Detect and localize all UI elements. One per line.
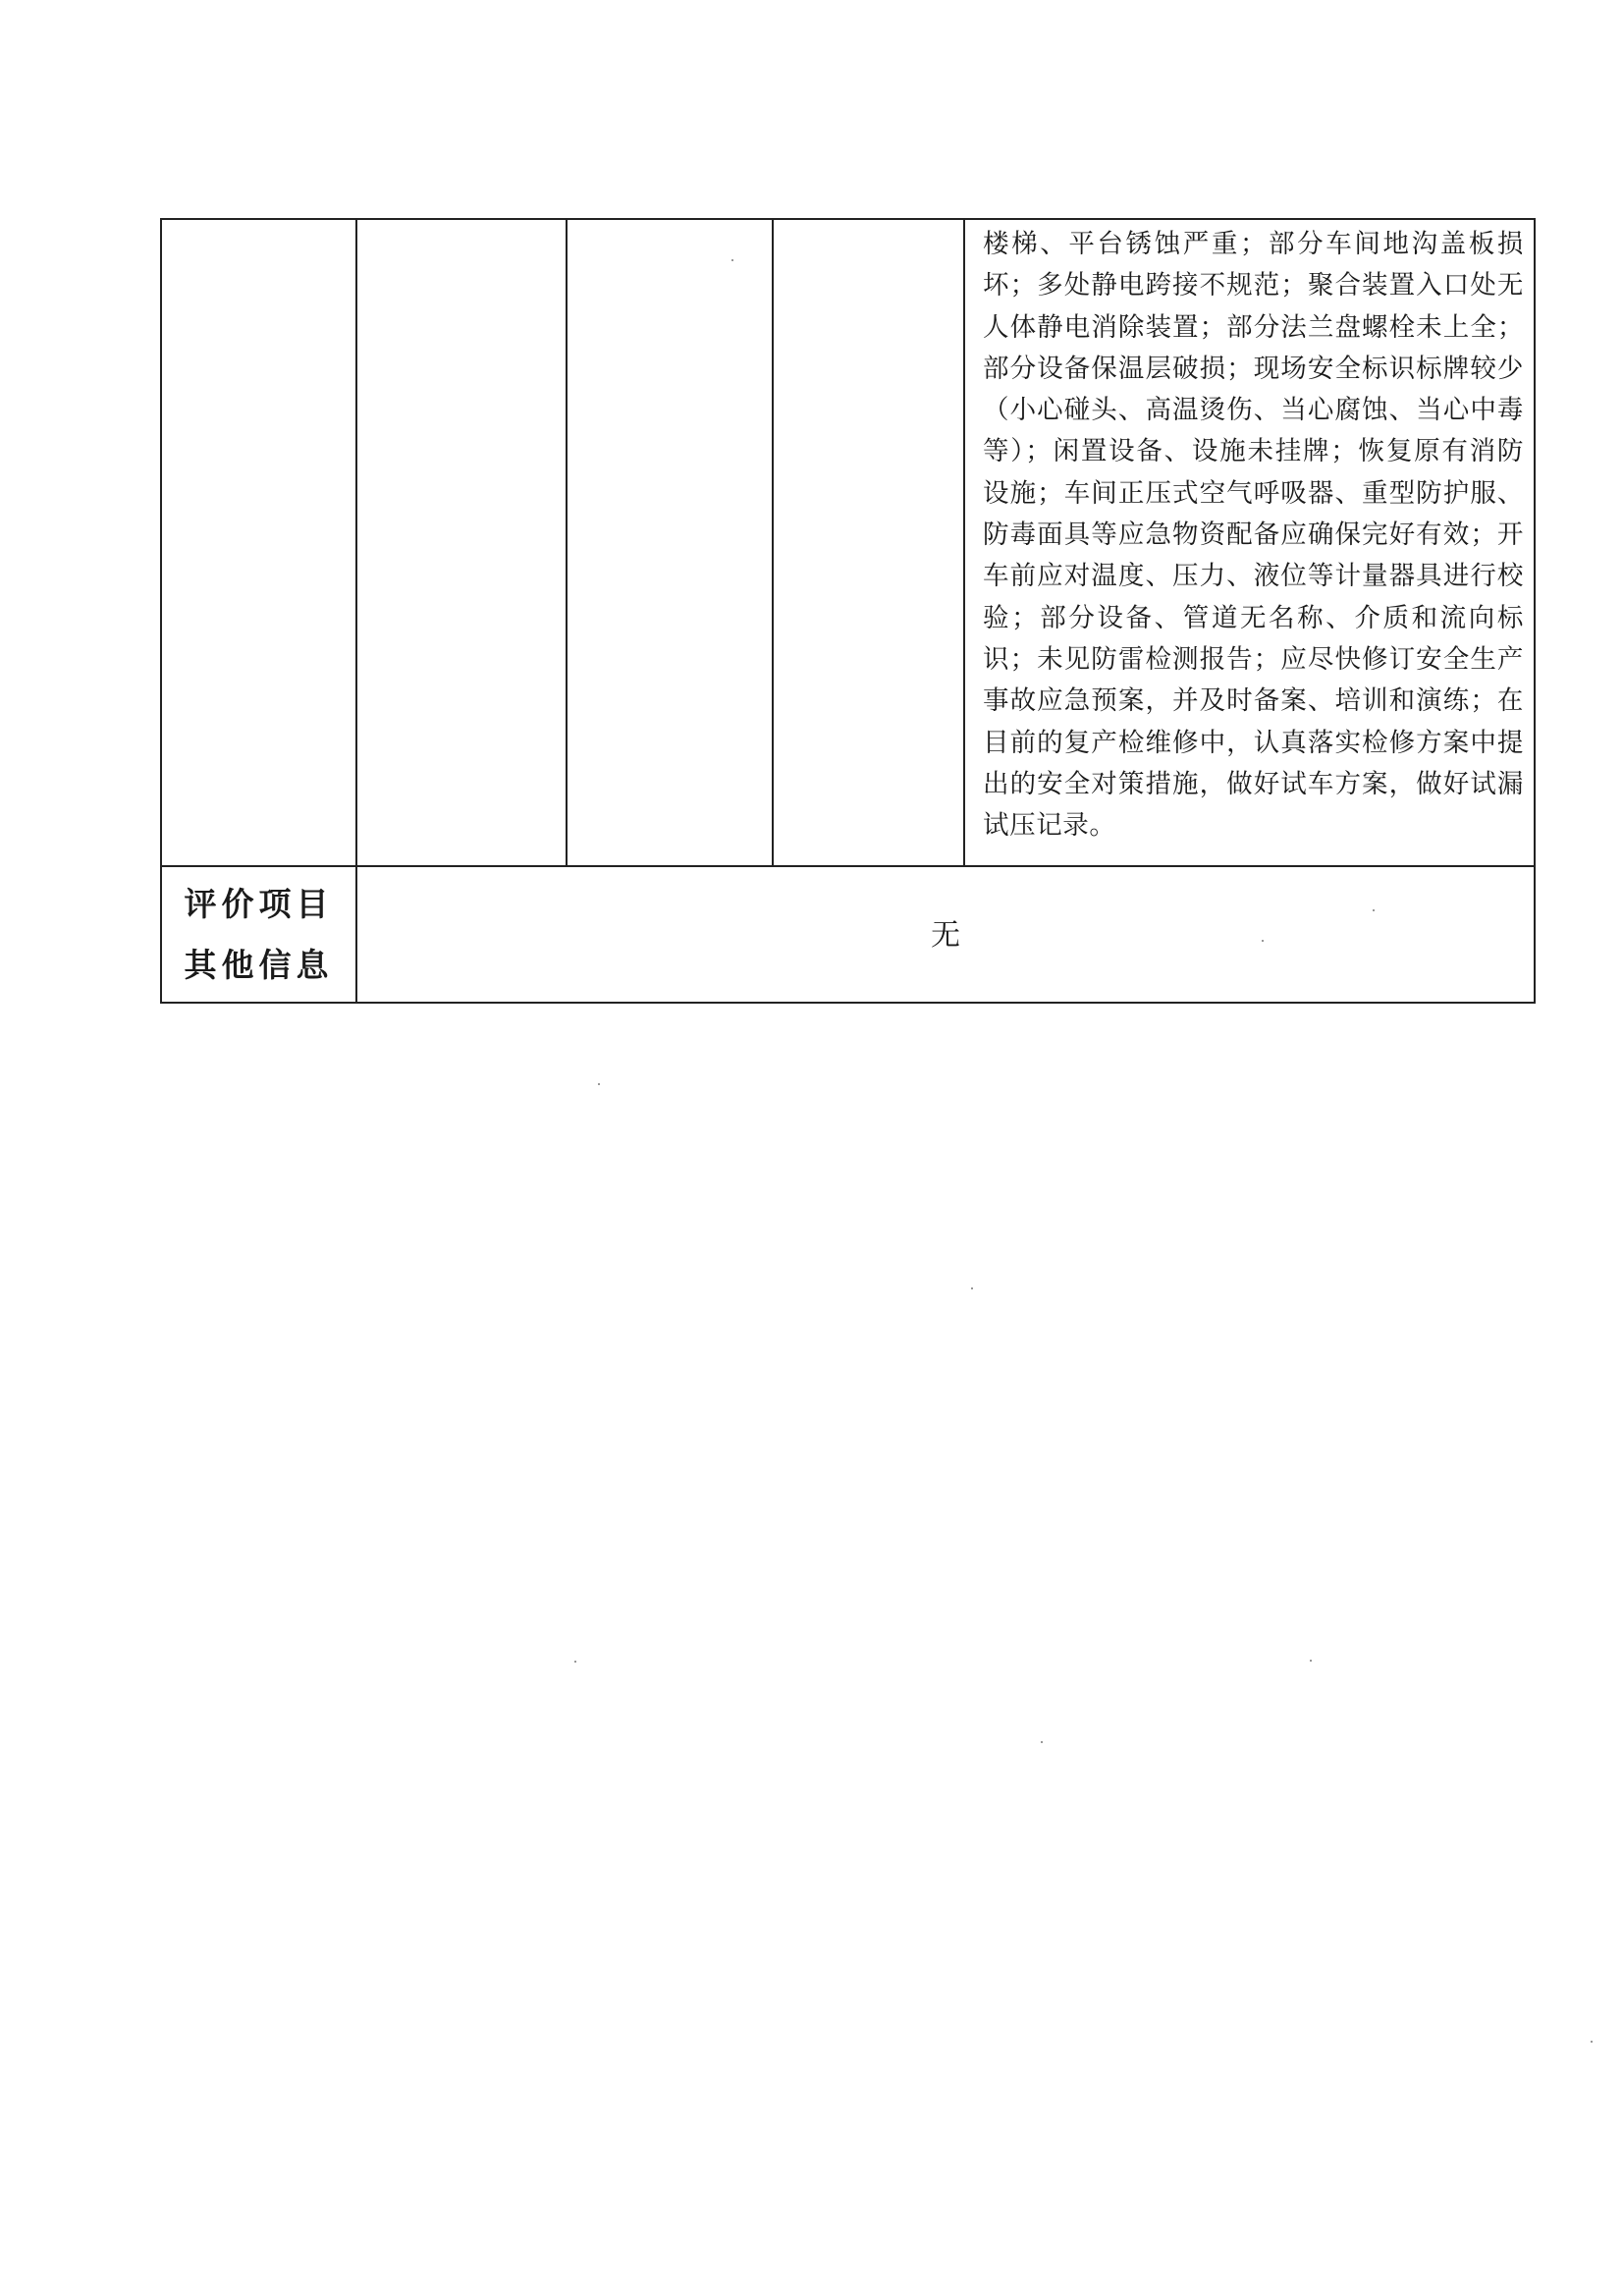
findings-row bbox=[161, 219, 1535, 866]
scan-speck bbox=[1591, 2041, 1593, 2043]
scan-speck bbox=[1310, 1660, 1312, 1662]
scan-speck bbox=[731, 259, 733, 261]
scan-speck bbox=[1262, 940, 1264, 942]
other-info-label-cell bbox=[161, 866, 356, 1003]
empty-cell-3 bbox=[567, 219, 773, 866]
evaluation-table bbox=[160, 218, 1536, 1004]
scan-speck bbox=[1373, 909, 1375, 911]
empty-cell-1 bbox=[161, 219, 356, 866]
scan-speck bbox=[574, 1661, 576, 1663]
findings-cell bbox=[964, 219, 1535, 866]
empty-cell-2 bbox=[356, 219, 567, 866]
other-info-value: 无 bbox=[931, 917, 960, 953]
other-info-value-cell bbox=[356, 866, 1535, 1003]
scan-speck bbox=[971, 1287, 973, 1289]
other-info-label-line1: 评价项目 bbox=[184, 884, 334, 923]
findings-text: 楼梯、平台锈蚀严重；部分车间地沟盖板损坏；多处静电跨接不规范；聚合装置入口处无人体静电消除装置；部分法兰盘螺栓未上全；部分设备保温层破损；现场安全标识标牌较少（小心碰头、高温烫伤、当心腐蚀、当心中毒等）；闲置设备、设施未挂牌；恢复原有消防设施；车间正压式空气呼吸器、重型防护服、防毒面具等应急物资配备应确保完好有效；开车前应对温度、压力、液位等计量器具进行校验；部分设备、管道无名称、介质和流向标识；未见防雷检测报告；应尽快修订安全生产事故应急预案，并及时备案、培训和演练；在目前的复产检维修中，认真落实检修方案中提出的安全对策措施，做好试车方案，做好试漏试压记录。 bbox=[983, 229, 1524, 842]
scan-speck bbox=[1041, 1741, 1043, 1743]
empty-cell-4 bbox=[773, 219, 964, 866]
scan-speck bbox=[598, 1083, 600, 1085]
other-info-row bbox=[161, 866, 1535, 1003]
other-info-label-line2: 其他信息 bbox=[184, 945, 334, 984]
